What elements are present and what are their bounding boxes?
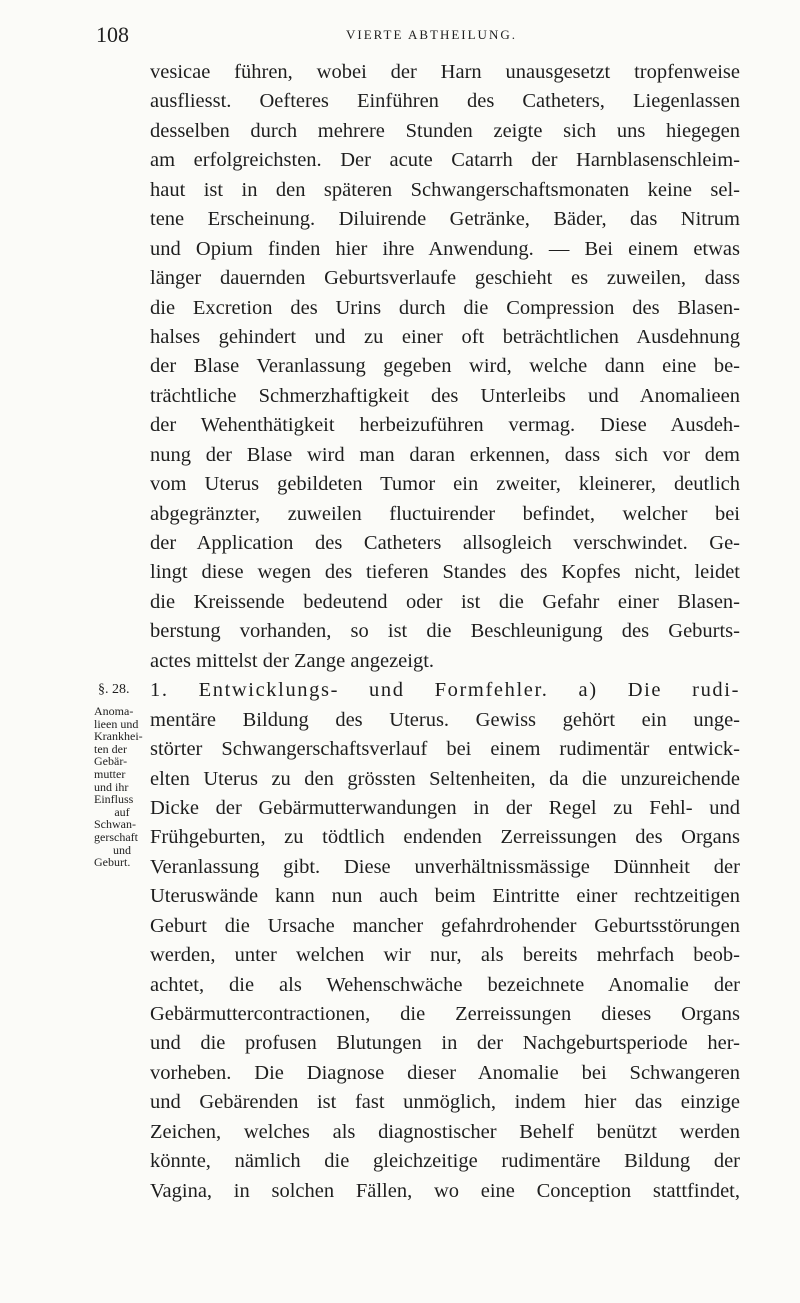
margin-note: [94, 705, 150, 869]
text-line: und Gebärenden ist fast unmöglich, indem hier das einzige: [150, 1091, 740, 1114]
text-line: vom Uterus gebildeten Tumor ein zweiter, kleinerer, deutlich: [150, 473, 740, 496]
margin-note-line: und: [113, 842, 131, 857]
margin-note-line: gerschaft: [94, 829, 138, 844]
margin-note-line: Krankhei-: [94, 729, 143, 744]
section-number: §. 28.: [98, 682, 130, 697]
text-line: Zeichen, welches als diagnostischer Behelf benützt werden: [150, 1120, 740, 1143]
text-line: lingt diese wegen des tieferen Standes des Kopfes nicht, leidet: [150, 561, 740, 584]
text-line: vesicae führen, wobei der Harn unausgesetzt tropfenweise: [150, 61, 740, 83]
margin-note-line: lieen und: [94, 716, 139, 731]
margin-note-line: Geburt.: [94, 855, 131, 870]
running-head: VIERTE ABTHEILUNG.: [346, 27, 517, 42]
text-line: halses gehindert und zu einer oft beträchtlichen Ausdehnung: [150, 325, 740, 348]
text-line: Veranlassung gibt. Diese unverhältnissmässige Dünnheit der: [150, 855, 740, 878]
text-line: actes mittelst der Zange angezeigt.: [150, 649, 435, 672]
text-line: Frühgeburten, zu tödtlich endenden Zerreissungen des Organs: [150, 826, 740, 849]
text-line: werden, unter welchen wir nur, als bereits mehrfach beob-: [150, 944, 740, 967]
margin-note-line: auf: [114, 804, 130, 819]
text-line: ausfliesst. Oefteres Einführen des Catheters, Liegenlassen: [150, 90, 740, 113]
text-line: mentäre Bildung des Uterus. Gewiss gehört ein unge-: [150, 708, 740, 731]
text-line: Gebärmuttercontractionen, die Zerreissungen dieses Organs: [150, 1003, 740, 1025]
text-line: haut ist in den späteren Schwangerschaftsmonaten keine sel-: [150, 178, 740, 201]
text-line: Dicke der Gebärmutterwandungen in der Regel zu Fehl- und: [150, 796, 740, 819]
margin-note-line: Einfluss: [94, 792, 134, 807]
margin-note-line: mutter: [94, 766, 126, 781]
margin-note-line: und ihr: [94, 779, 129, 794]
text-line: der Blase Veranlassung gegeben wird, welche dann eine be-: [150, 355, 740, 378]
text-line: Geburt die Ursache mancher gefahrdrohender Geburtsstörungen: [150, 914, 740, 937]
text-line: könnte, nämlich die gleichzeitige rudimentäre Bildung der: [150, 1150, 740, 1173]
text-line: Vagina, in solchen Fällen, wo eine Conception stattfindet,: [150, 1179, 740, 1202]
text-line: die Kreissende bedeutend oder ist die Gefahr einer Blasen-: [150, 590, 740, 613]
margin-note-line: ten der: [94, 741, 127, 756]
text-line: Uteruswände kann nun auch beim Eintritte einer rechtzeitigen: [150, 885, 740, 908]
margin-note-line: Anoma-: [94, 704, 134, 718]
text-line: vorheben. Die Diagnose dieser Anomalie bei Schwangeren: [150, 1061, 740, 1084]
text-line: elten Uterus zu den grössten Seltenheiten, da die unzureichende: [150, 767, 740, 790]
text-line: die Excretion des Urins durch die Compression des Blasen-: [150, 296, 740, 319]
text-line: und die profusen Blutungen in der Nachgeburtsperiode her-: [150, 1032, 740, 1055]
text-line: der Application des Catheters allsogleich verschwindet. Ge-: [150, 532, 740, 554]
text-line: und Opium finden hier ihre Anwendung. — Bei einem etwas: [150, 237, 740, 260]
text-line: trächtliche Schmerzhaftigkeit des Unterleibs und Anomalieen: [150, 384, 740, 407]
text-line: berstung vorhanden, so ist die Beschleunigung des Geburts-: [150, 620, 740, 643]
margin-note-line: Schwan-: [94, 817, 136, 832]
margin-note-line: Gebär-: [94, 754, 128, 769]
text-line: abgegränzter, zuweilen fluctuirender befindet, welcher bei: [150, 502, 740, 525]
text-line: störter Schwangerschaftsverlauf bei einem rudimentär entwick-: [150, 738, 740, 761]
text-line: nung der Blase wird man daran erkennen, dass sich vor dem: [150, 443, 740, 466]
text-line: am erfolgreichsten. Der acute Catarrh der Harnblasenschleim-: [150, 149, 740, 172]
text-line: tene Erscheinung. Diluirende Getränke, Bäder, das Nitrum: [150, 208, 740, 231]
page-header: [96, 22, 736, 48]
text-line: desselben durch mehrere Stunden zeigte sich uns hiegegen: [150, 119, 740, 142]
section-heading-line: 1. Entwicklungs- und Formfehler. a) Die rudi-: [150, 679, 740, 702]
text-line: der Wehenthätigkeit herbeizuführen vermag. Diese Ausdeh-: [150, 414, 740, 437]
page-number: 108: [96, 22, 129, 47]
body-text: [150, 58, 740, 1206]
text-line: länger dauernden Geburtsverlaufe geschieht es zuweilen, dass: [150, 267, 740, 290]
text-line: achtet, die als Wehenschwäche bezeichnete Anomalie der: [150, 973, 740, 996]
